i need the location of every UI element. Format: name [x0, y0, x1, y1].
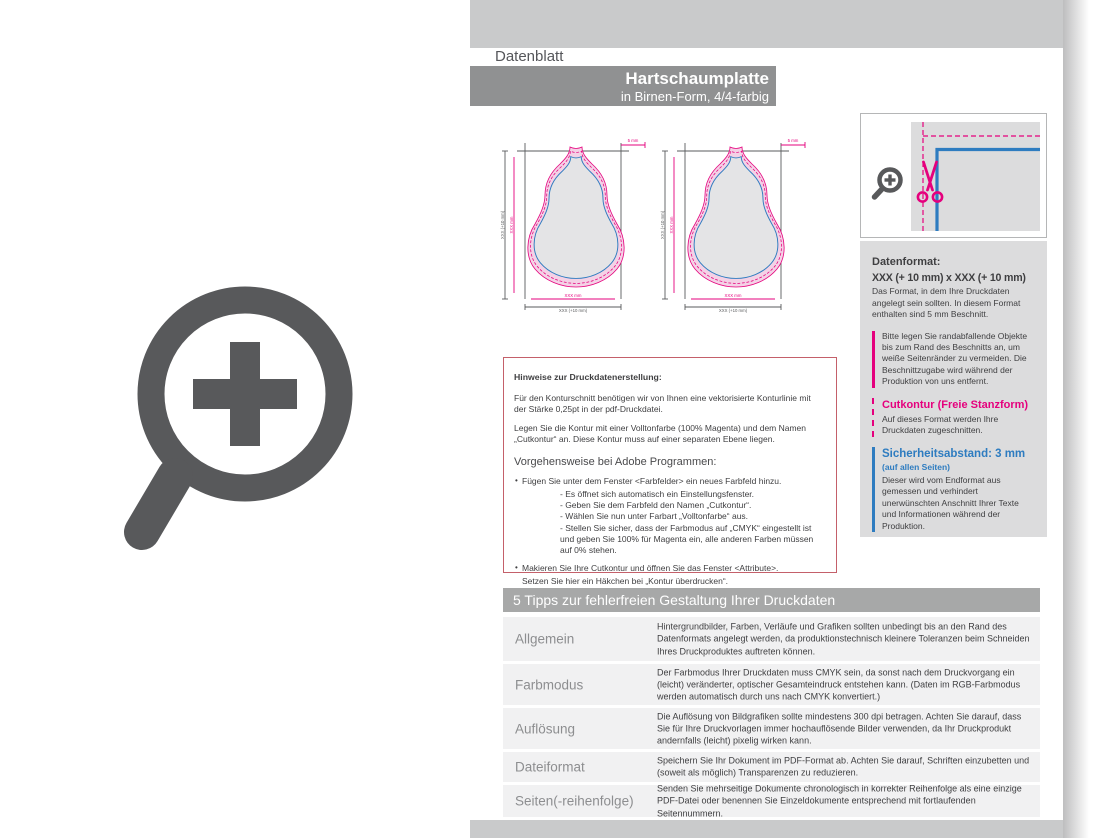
page-subtitle: in Birnen-Form, 4/4-farbig [620, 89, 769, 104]
tip-row-allgemein [503, 617, 1040, 661]
tips-header: 5 Tipps zur fehlerfreien Gestaltung Ihrer Druckdaten [503, 588, 1040, 612]
page-title: Hartschaumplatte [625, 69, 769, 88]
page-top-bar [470, 0, 1063, 48]
cutkontur-block [872, 398, 1035, 437]
safety-contour [694, 157, 778, 279]
procedure-substep: - Geben Sie dem Farbfeld den Namen „Cutkontur“. [560, 499, 752, 510]
width-inner-label: XXX mm [724, 293, 742, 298]
product-header [470, 66, 776, 106]
height-inner-label: XXX mm [669, 216, 674, 234]
safety-title: Sicherheitsabstand: 3 mm [882, 447, 1026, 460]
bleed-dim-label: 5 mm [627, 138, 639, 143]
cut-detail-preview [860, 113, 1047, 238]
bleed-dim-label: 5 mm [787, 138, 799, 143]
pear-diagram-2 [657, 131, 813, 313]
height-inner-label: XXX mm [509, 216, 514, 234]
bleed-note: Bitte legen Sie randabfallende Objekte bis zum Rand des Beschnitts an, um weiße Seitenränder zu vermeiden. Die Beschnittzugabe wird während der Produktion von uns entfernt. [872, 331, 1035, 388]
procedure-substep: - Wählen Sie nun unter Farbart „Volltonfarbe“ aus. [560, 511, 749, 522]
safety-desc: Dieser wird vom Endformat aus gemessen und verhindert unerwünschten Anschnitt Ihrer Texte und Informationen während der Produktion. [882, 474, 1019, 531]
procedure-substep: - Stellen Sie sicher, dass der Farbmodus auf „CMYK“ eingestellt ist und geben Sie 100% für Magenta ein, alle anderen Farben müssen auf 0% stehen. [560, 522, 814, 556]
page-bottom-bar [470, 820, 1063, 838]
datenformat-title: Datenformat: [872, 256, 941, 268]
cutkontur-desc: Auf dieses Format werden Ihre Druckdaten zugeschnitten. [882, 413, 999, 436]
procedure-step: • Makieren Sie Ihre Cutkontur und öffnen Sie das Fenster <Attribute>. [514, 563, 824, 574]
safety-block [872, 447, 1035, 532]
tip-label: Auflösung [515, 721, 576, 736]
format-area [911, 122, 1040, 231]
datenformat-value: XXX (+ 10 mm) x XXX (+ 10 mm) [872, 271, 1026, 284]
width-outer-label: XXX (+10 mm) [558, 308, 588, 313]
datenformat-desc: Das Format, in dem Ihre Druckdaten angelegt sein sollten. In diesem Format enthalten sind 5 mm Beschnitt. [872, 286, 1021, 320]
tip-row-dateiformat [503, 752, 1040, 782]
tip-text: Der Farbmodus Ihrer Druckdaten muss CMYK sein, da sonst nach dem Druckvorgang ein (leicht) veränderter, optischer Gesamteindruck entstehen kann. (Daten im RGB-Farbmodus werden automatisch durch uns nach CMYK konvertiert.) [657, 666, 1021, 702]
tip-label: Farbmodus [515, 677, 584, 692]
zoom-plus-icon [128, 286, 360, 548]
safety-subtitle: (auf allen Seiten) [882, 462, 951, 473]
tip-text: Speichern Sie Ihr Dokument im PDF-Format ab. Achten Sie darauf, Schriften einzubetten und (soweit als möglich) Transparenzen zu reduzieren. [657, 755, 1030, 778]
tip-row-seitenreihenfolge [503, 785, 1040, 817]
tip-label: Seiten(-reihenfolge) [515, 793, 634, 809]
notes-paragraph: Legen Sie die Kontur mit einer Volltonfarbe (100% Magenta) und dem Namen „Cutkontur“ an. Diese Kontur muss auf einer separaten Ebene liegen. [514, 423, 807, 445]
height-outer-label: XXX (+10 mm) [660, 210, 665, 240]
procedure-substep: - Es öffnet sich automatisch ein Einstellungsfenster. [560, 488, 755, 499]
tip-label: Allgemein [515, 631, 575, 647]
pear-diagram-1 [497, 131, 653, 313]
tip-row-farbmodus [503, 664, 1040, 705]
notes-paragraph: Für den Konturschnitt benötigen wir von Ihnen eine vektorisierte Konturlinie mit der Stärke 0,25pt in der pdf-Druckdatei. [514, 392, 811, 414]
procedure-title: Vorgehensweise bei Adobe Programmen: [514, 455, 717, 468]
width-outer-label: XXX (+10 mm) [718, 308, 748, 313]
print-notes-box [503, 357, 837, 586]
tip-text: Senden Sie mehrseitige Dokumente chronologisch in korrekter Reihenfolge als eine einzige PDF-Datei oder benennen Sie Einzeldokumente entsprechend mit fortlaufenden Seitennummern. [657, 783, 1022, 819]
format-info-panel [860, 241, 1047, 537]
datenblatt-tab: Datenblatt [474, 48, 592, 66]
page-edge-shadow [1063, 0, 1089, 838]
cutkontur-title: Cutkontur (Freie Stanzform) [882, 398, 1029, 411]
notes-title: Hinweise zur Druckdatenerstellung: [514, 372, 662, 382]
width-inner-label: XXX mm [564, 293, 582, 298]
tip-row-aufloesung [503, 708, 1040, 749]
zoom-plus-icon-small [875, 170, 901, 198]
tip-label: Dateiformat [515, 759, 585, 775]
tip-text: Die Auflösung von Bildgrafiken sollte mindestens 300 dpi betragen. Achten Sie darauf, dass Sie für Ihre Druckvorlagen immer hochauflösende Bilder verwenden, da Ihr Druckprodukt andernfalls (leicht) pixelig wirken kann. [657, 710, 1022, 746]
safety-contour [534, 157, 618, 279]
height-outer-label: XXX (+10 mm) [500, 210, 505, 240]
procedure-step: • Fügen Sie unter dem Fenster <Farbfelder> ein neues Farbfeld hinzu. [514, 476, 824, 487]
procedure-step-cont: Setzen Sie hier ein Häkchen bei „Kontur überdrucken“. [522, 575, 729, 586]
tip-text: Hintergrundbilder, Farben, Verläufe und Grafiken sollten unbedingt bis an den Rand des Datenformats angelegt werden, da produktionstechnisch kleinere Toleranzen beim Schneiden Ihres Druckproduktes auftreten können. [657, 621, 1030, 657]
